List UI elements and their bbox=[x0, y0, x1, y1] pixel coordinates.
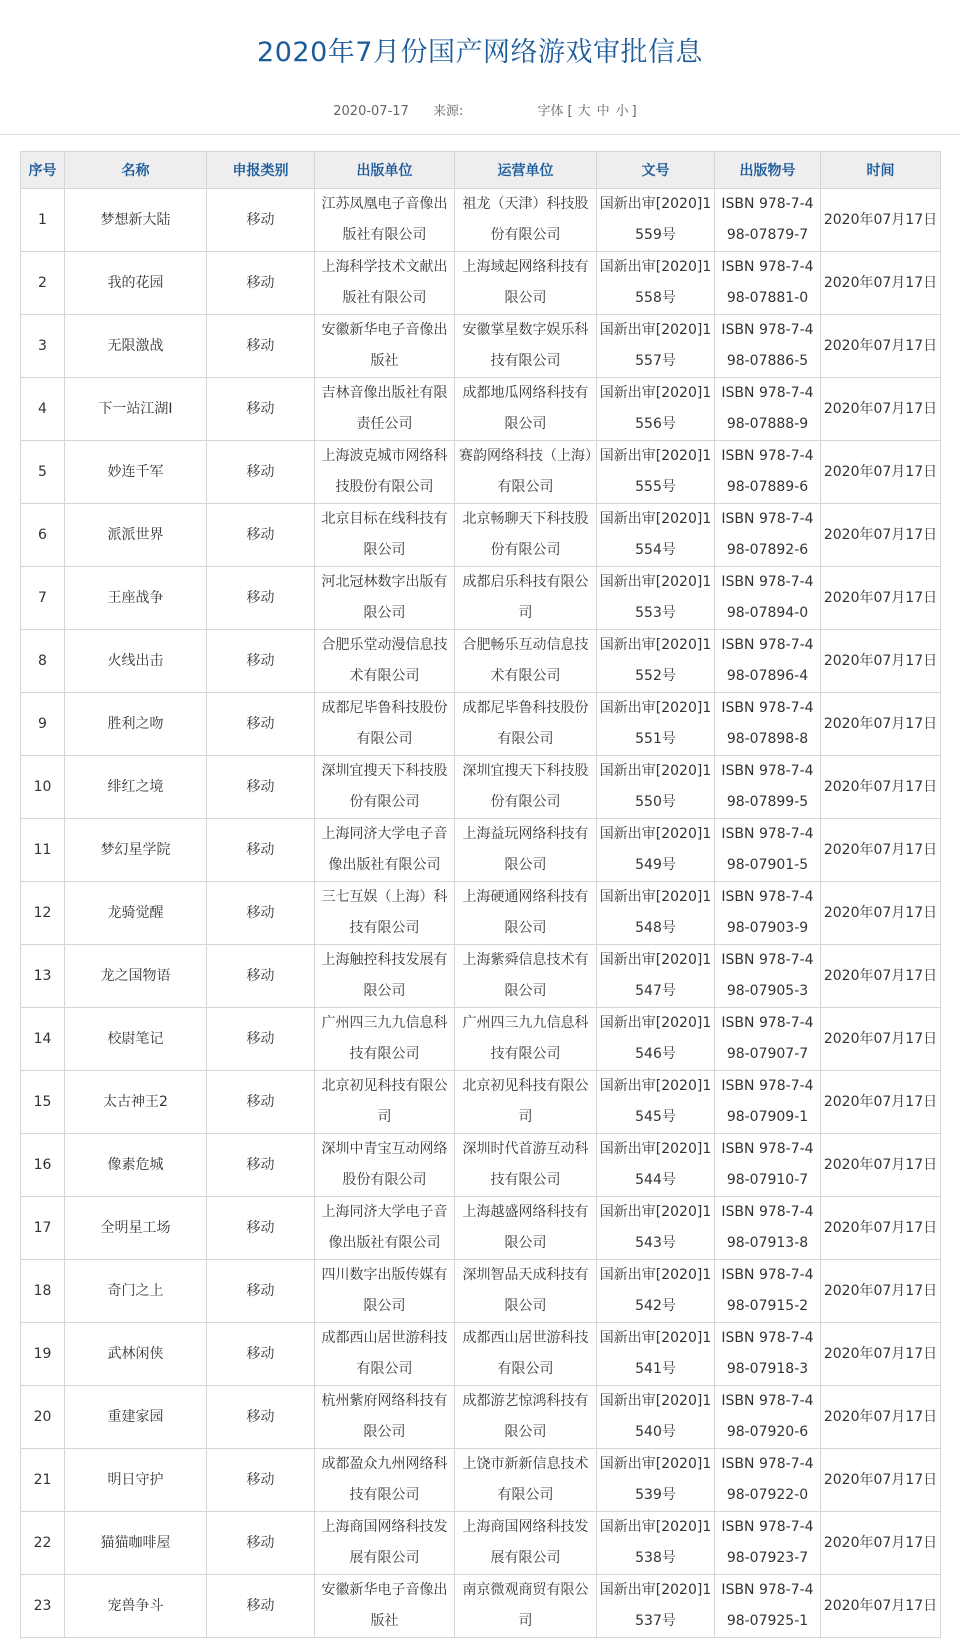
cell-index: 15 bbox=[21, 1071, 65, 1134]
table-row bbox=[21, 1449, 941, 1512]
cell-isbn: ISBN 978-7-498-07909-1 bbox=[715, 1071, 821, 1134]
cell-category: 移动 bbox=[207, 1260, 315, 1323]
cell-isbn: ISBN 978-7-498-07905-3 bbox=[715, 945, 821, 1008]
cell-date: 2020年07月17日 bbox=[821, 441, 941, 504]
cell-isbn: ISBN 978-7-498-07886-5 bbox=[715, 315, 821, 378]
cell-index: 4 bbox=[21, 378, 65, 441]
cell-index: 1 bbox=[21, 189, 65, 252]
approval-table bbox=[20, 151, 941, 1638]
cell-operator: 上海域起网络科技有限公司 bbox=[455, 252, 597, 315]
cell-publisher: 上海科学技术文献出版社有限公司 bbox=[315, 252, 455, 315]
cell-isbn: ISBN 978-7-498-07910-7 bbox=[715, 1134, 821, 1197]
table-row bbox=[21, 756, 941, 819]
cell-game-name: 派派世界 bbox=[65, 504, 207, 567]
source-label: 来源: bbox=[432, 104, 464, 119]
cell-category: 移动 bbox=[207, 1512, 315, 1575]
cell-isbn: ISBN 978-7-498-07888-9 bbox=[715, 378, 821, 441]
table-row bbox=[21, 630, 941, 693]
cell-approval-number: 国新出审[2020]1552号 bbox=[597, 630, 715, 693]
cell-category: 移动 bbox=[207, 945, 315, 1008]
cell-index: 11 bbox=[21, 819, 65, 882]
cell-isbn: ISBN 978-7-498-07925-1 bbox=[715, 1575, 821, 1638]
cell-date: 2020年07月17日 bbox=[821, 630, 941, 693]
cell-publisher: 上海触控科技发展有限公司 bbox=[315, 945, 455, 1008]
cell-index: 5 bbox=[21, 441, 65, 504]
cell-publisher: 北京目标在线科技有限公司 bbox=[315, 504, 455, 567]
cell-game-name: 梦想新大陆 bbox=[65, 189, 207, 252]
table-row bbox=[21, 1260, 941, 1323]
cell-operator: 深圳时代首游互动科技有限公司 bbox=[455, 1134, 597, 1197]
cell-isbn: ISBN 978-7-498-07922-0 bbox=[715, 1449, 821, 1512]
table-header-row bbox=[21, 152, 941, 189]
header-date: 时间 bbox=[821, 152, 941, 189]
cell-index: 8 bbox=[21, 630, 65, 693]
cell-category: 移动 bbox=[207, 819, 315, 882]
cell-operator: 合肥畅乐互动信息技术有限公司 bbox=[455, 630, 597, 693]
cell-date: 2020年07月17日 bbox=[821, 1071, 941, 1134]
cell-category: 移动 bbox=[207, 882, 315, 945]
cell-approval-number: 国新出审[2020]1557号 bbox=[597, 315, 715, 378]
cell-operator: 南京微观商贸有限公司 bbox=[455, 1575, 597, 1638]
cell-category: 移动 bbox=[207, 189, 315, 252]
table-row bbox=[21, 882, 941, 945]
cell-index: 13 bbox=[21, 945, 65, 1008]
table-row bbox=[21, 945, 941, 1008]
cell-operator: 上海越盛网络科技有限公司 bbox=[455, 1197, 597, 1260]
cell-operator: 赛韵网络科技（上海）有限公司 bbox=[455, 441, 597, 504]
cell-operator: 上饶市新新信息技术有限公司 bbox=[455, 1449, 597, 1512]
table-row bbox=[21, 1008, 941, 1071]
table-row bbox=[21, 693, 941, 756]
cell-category: 移动 bbox=[207, 1008, 315, 1071]
cell-index: 21 bbox=[21, 1449, 65, 1512]
cell-operator: 上海硬通网络科技有限公司 bbox=[455, 882, 597, 945]
font-size-large-button[interactable]: 大 bbox=[577, 104, 591, 119]
header-category: 申报类别 bbox=[207, 152, 315, 189]
cell-approval-number: 国新出审[2020]1543号 bbox=[597, 1197, 715, 1260]
table-row bbox=[21, 567, 941, 630]
cell-category: 移动 bbox=[207, 504, 315, 567]
cell-approval-number: 国新出审[2020]1546号 bbox=[597, 1008, 715, 1071]
cell-date: 2020年07月17日 bbox=[821, 504, 941, 567]
cell-date: 2020年07月17日 bbox=[821, 882, 941, 945]
cell-isbn: ISBN 978-7-498-07915-2 bbox=[715, 1260, 821, 1323]
cell-publisher: 三七互娱（上海）科技有限公司 bbox=[315, 882, 455, 945]
table-row bbox=[21, 504, 941, 567]
cell-game-name: 武林闲侠 bbox=[65, 1323, 207, 1386]
cell-category: 移动 bbox=[207, 693, 315, 756]
cell-publisher: 成都西山居世游科技有限公司 bbox=[315, 1323, 455, 1386]
table-row bbox=[21, 441, 941, 504]
article-meta bbox=[0, 100, 960, 120]
cell-index: 22 bbox=[21, 1512, 65, 1575]
cell-date: 2020年07月17日 bbox=[821, 819, 941, 882]
cell-publisher: 杭州紫府网络科技有限公司 bbox=[315, 1386, 455, 1449]
cell-isbn: ISBN 978-7-498-07901-5 bbox=[715, 819, 821, 882]
table-row bbox=[21, 1134, 941, 1197]
cell-game-name: 龙之国物语 bbox=[65, 945, 207, 1008]
cell-game-name: 梦幻星学院 bbox=[65, 819, 207, 882]
cell-index: 17 bbox=[21, 1197, 65, 1260]
cell-date: 2020年07月17日 bbox=[821, 693, 941, 756]
cell-index: 10 bbox=[21, 756, 65, 819]
table-row bbox=[21, 1575, 941, 1638]
cell-isbn: ISBN 978-7-498-07913-8 bbox=[715, 1197, 821, 1260]
cell-operator: 上海商国网络科技发展有限公司 bbox=[455, 1512, 597, 1575]
cell-publisher: 吉林音像出版社有限责任公司 bbox=[315, 378, 455, 441]
cell-publisher: 成都尼毕鲁科技股份有限公司 bbox=[315, 693, 455, 756]
cell-approval-number: 国新出审[2020]1539号 bbox=[597, 1449, 715, 1512]
cell-category: 移动 bbox=[207, 1449, 315, 1512]
cell-isbn: ISBN 978-7-498-07892-6 bbox=[715, 504, 821, 567]
header-publisher: 出版单位 bbox=[315, 152, 455, 189]
cell-operator: 深圳宜搜天下科技股份有限公司 bbox=[455, 756, 597, 819]
cell-operator: 成都尼毕鲁科技股份有限公司 bbox=[455, 693, 597, 756]
table-row bbox=[21, 378, 941, 441]
cell-operator: 广州四三九九信息科技有限公司 bbox=[455, 1008, 597, 1071]
cell-category: 移动 bbox=[207, 315, 315, 378]
cell-publisher: 广州四三九九信息科技有限公司 bbox=[315, 1008, 455, 1071]
cell-operator: 上海益玩网络科技有限公司 bbox=[455, 819, 597, 882]
cell-isbn: ISBN 978-7-498-07879-7 bbox=[715, 189, 821, 252]
cell-operator: 祖龙（天津）科技股份有限公司 bbox=[455, 189, 597, 252]
cell-isbn: ISBN 978-7-498-07918-3 bbox=[715, 1323, 821, 1386]
cell-publisher: 深圳宜搜天下科技股份有限公司 bbox=[315, 756, 455, 819]
cell-date: 2020年07月17日 bbox=[821, 378, 941, 441]
cell-publisher: 上海波克城市网络科技股份有限公司 bbox=[315, 441, 455, 504]
cell-operator: 上海紫舜信息技术有限公司 bbox=[455, 945, 597, 1008]
cell-index: 7 bbox=[21, 567, 65, 630]
cell-isbn: ISBN 978-7-498-07896-4 bbox=[715, 630, 821, 693]
cell-publisher: 四川数字出版传媒有限公司 bbox=[315, 1260, 455, 1323]
table-row bbox=[21, 819, 941, 882]
table-row bbox=[21, 1386, 941, 1449]
cell-category: 移动 bbox=[207, 1386, 315, 1449]
bracket-open: [ bbox=[567, 104, 573, 119]
cell-date: 2020年07月17日 bbox=[821, 1260, 941, 1323]
cell-approval-number: 国新出审[2020]1538号 bbox=[597, 1512, 715, 1575]
cell-publisher: 上海同济大学电子音像出版社有限公司 bbox=[315, 819, 455, 882]
publish-date: 2020-07-17 bbox=[333, 104, 409, 119]
cell-index: 12 bbox=[21, 882, 65, 945]
cell-publisher: 上海同济大学电子音像出版社有限公司 bbox=[315, 1197, 455, 1260]
cell-date: 2020年07月17日 bbox=[821, 1449, 941, 1512]
cell-date: 2020年07月17日 bbox=[821, 1512, 941, 1575]
cell-operator: 北京畅聊天下科技股份有限公司 bbox=[455, 504, 597, 567]
cell-game-name: 龙骑觉醒 bbox=[65, 882, 207, 945]
cell-operator: 安徽掌星数字娱乐科技有限公司 bbox=[455, 315, 597, 378]
cell-game-name: 妙连千军 bbox=[65, 441, 207, 504]
cell-category: 移动 bbox=[207, 1575, 315, 1638]
divider bbox=[0, 134, 960, 135]
table-row bbox=[21, 315, 941, 378]
header-name: 名称 bbox=[65, 152, 207, 189]
cell-approval-number: 国新出审[2020]1553号 bbox=[597, 567, 715, 630]
cell-isbn: ISBN 978-7-498-07894-0 bbox=[715, 567, 821, 630]
cell-publisher: 安徽新华电子音像出版社 bbox=[315, 1575, 455, 1638]
cell-date: 2020年07月17日 bbox=[821, 1134, 941, 1197]
cell-game-name: 无限激战 bbox=[65, 315, 207, 378]
cell-publisher: 深圳中青宝互动网络股份有限公司 bbox=[315, 1134, 455, 1197]
cell-operator: 成都启乐科技有限公司 bbox=[455, 567, 597, 630]
cell-game-name: 猫猫咖啡屋 bbox=[65, 1512, 207, 1575]
bracket-close: ] bbox=[631, 104, 637, 119]
cell-publisher: 合肥乐堂动漫信息技术有限公司 bbox=[315, 630, 455, 693]
cell-approval-number: 国新出审[2020]1541号 bbox=[597, 1323, 715, 1386]
cell-operator: 成都游艺惊鸿科技有限公司 bbox=[455, 1386, 597, 1449]
cell-game-name: 宠兽争斗 bbox=[65, 1575, 207, 1638]
cell-game-name: 太古神王2 bbox=[65, 1071, 207, 1134]
cell-approval-number: 国新出审[2020]1540号 bbox=[597, 1386, 715, 1449]
cell-date: 2020年07月17日 bbox=[821, 945, 941, 1008]
cell-operator: 深圳智品天成科技有限公司 bbox=[455, 1260, 597, 1323]
cell-publisher: 河北冠林数字出版有限公司 bbox=[315, 567, 455, 630]
cell-isbn: ISBN 978-7-498-07889-6 bbox=[715, 441, 821, 504]
cell-date: 2020年07月17日 bbox=[821, 1386, 941, 1449]
page-title: 2020年7月份国产网络游戏审批信息 bbox=[257, 37, 703, 68]
cell-index: 18 bbox=[21, 1260, 65, 1323]
cell-approval-number: 国新出审[2020]1548号 bbox=[597, 882, 715, 945]
cell-game-name: 校尉笔记 bbox=[65, 1008, 207, 1071]
cell-date: 2020年07月17日 bbox=[821, 315, 941, 378]
cell-approval-number: 国新出审[2020]1547号 bbox=[597, 945, 715, 1008]
cell-publisher: 江苏凤凰电子音像出版社有限公司 bbox=[315, 189, 455, 252]
cell-approval-number: 国新出审[2020]1550号 bbox=[597, 756, 715, 819]
cell-category: 移动 bbox=[207, 1323, 315, 1386]
cell-approval-number: 国新出审[2020]1545号 bbox=[597, 1071, 715, 1134]
cell-operator: 北京初见科技有限公司 bbox=[455, 1071, 597, 1134]
cell-approval-number: 国新出审[2020]1537号 bbox=[597, 1575, 715, 1638]
cell-approval-number: 国新出审[2020]1554号 bbox=[597, 504, 715, 567]
header-isbn: 出版物号 bbox=[715, 152, 821, 189]
cell-approval-number: 国新出审[2020]1556号 bbox=[597, 378, 715, 441]
table-row bbox=[21, 1323, 941, 1386]
table-row bbox=[21, 1512, 941, 1575]
cell-isbn: ISBN 978-7-498-07920-6 bbox=[715, 1386, 821, 1449]
cell-index: 19 bbox=[21, 1323, 65, 1386]
cell-game-name: 奇门之上 bbox=[65, 1260, 207, 1323]
font-size-small-button[interactable]: 小 bbox=[615, 104, 629, 119]
cell-game-name: 胜利之吻 bbox=[65, 693, 207, 756]
header-operator: 运营单位 bbox=[455, 152, 597, 189]
font-size-medium-button[interactable]: 中 bbox=[596, 104, 610, 119]
cell-index: 16 bbox=[21, 1134, 65, 1197]
table-row bbox=[21, 189, 941, 252]
cell-approval-number: 国新出审[2020]1544号 bbox=[597, 1134, 715, 1197]
cell-approval-number: 国新出审[2020]1558号 bbox=[597, 252, 715, 315]
cell-game-name: 重建家园 bbox=[65, 1386, 207, 1449]
font-size-selector bbox=[538, 104, 637, 119]
cell-index: 23 bbox=[21, 1575, 65, 1638]
cell-isbn: ISBN 978-7-498-07899-5 bbox=[715, 756, 821, 819]
cell-index: 2 bbox=[21, 252, 65, 315]
cell-approval-number: 国新出审[2020]1555号 bbox=[597, 441, 715, 504]
cell-date: 2020年07月17日 bbox=[821, 1323, 941, 1386]
cell-game-name: 火线出击 bbox=[65, 630, 207, 693]
cell-category: 移动 bbox=[207, 567, 315, 630]
cell-category: 移动 bbox=[207, 1134, 315, 1197]
cell-index: 6 bbox=[21, 504, 65, 567]
cell-category: 移动 bbox=[207, 441, 315, 504]
cell-date: 2020年07月17日 bbox=[821, 252, 941, 315]
cell-approval-number: 国新出审[2020]1542号 bbox=[597, 1260, 715, 1323]
cell-operator: 成都地瓜网络科技有限公司 bbox=[455, 378, 597, 441]
cell-game-name: 像素危城 bbox=[65, 1134, 207, 1197]
cell-isbn: ISBN 978-7-498-07903-9 bbox=[715, 882, 821, 945]
cell-date: 2020年07月17日 bbox=[821, 189, 941, 252]
table-row bbox=[21, 1071, 941, 1134]
cell-approval-number: 国新出审[2020]1559号 bbox=[597, 189, 715, 252]
cell-game-name: 下一站江湖Ⅰ bbox=[65, 378, 207, 441]
cell-date: 2020年07月17日 bbox=[821, 1197, 941, 1260]
cell-game-name: 王座战争 bbox=[65, 567, 207, 630]
cell-isbn: ISBN 978-7-498-07881-0 bbox=[715, 252, 821, 315]
header-approval-number: 文号 bbox=[597, 152, 715, 189]
cell-game-name: 全明星工场 bbox=[65, 1197, 207, 1260]
cell-isbn: ISBN 978-7-498-07898-8 bbox=[715, 693, 821, 756]
cell-date: 2020年07月17日 bbox=[821, 1008, 941, 1071]
font-label: 字体 bbox=[537, 104, 564, 119]
cell-approval-number: 国新出审[2020]1551号 bbox=[597, 693, 715, 756]
cell-isbn: ISBN 978-7-498-07907-7 bbox=[715, 1008, 821, 1071]
cell-category: 移动 bbox=[207, 630, 315, 693]
header-index: 序号 bbox=[21, 152, 65, 189]
cell-publisher: 上海商国网络科技发展有限公司 bbox=[315, 1512, 455, 1575]
cell-approval-number: 国新出审[2020]1549号 bbox=[597, 819, 715, 882]
cell-date: 2020年07月17日 bbox=[821, 756, 941, 819]
cell-game-name: 明日守护 bbox=[65, 1449, 207, 1512]
cell-category: 移动 bbox=[207, 1197, 315, 1260]
cell-date: 2020年07月17日 bbox=[821, 567, 941, 630]
cell-index: 20 bbox=[21, 1386, 65, 1449]
table-row bbox=[21, 252, 941, 315]
cell-index: 14 bbox=[21, 1008, 65, 1071]
cell-operator: 成都西山居世游科技有限公司 bbox=[455, 1323, 597, 1386]
table-body bbox=[21, 189, 941, 1638]
cell-category: 移动 bbox=[207, 378, 315, 441]
cell-date: 2020年07月17日 bbox=[821, 1575, 941, 1638]
cell-category: 移动 bbox=[207, 1071, 315, 1134]
table-row bbox=[21, 1197, 941, 1260]
cell-publisher: 安徽新华电子音像出版社 bbox=[315, 315, 455, 378]
cell-index: 3 bbox=[21, 315, 65, 378]
cell-publisher: 北京初见科技有限公司 bbox=[315, 1071, 455, 1134]
cell-game-name: 我的花园 bbox=[65, 252, 207, 315]
cell-index: 9 bbox=[21, 693, 65, 756]
cell-isbn: ISBN 978-7-498-07923-7 bbox=[715, 1512, 821, 1575]
cell-publisher: 成都盈众九州网络科技有限公司 bbox=[315, 1449, 455, 1512]
cell-game-name: 绯红之境 bbox=[65, 756, 207, 819]
cell-category: 移动 bbox=[207, 252, 315, 315]
cell-category: 移动 bbox=[207, 756, 315, 819]
